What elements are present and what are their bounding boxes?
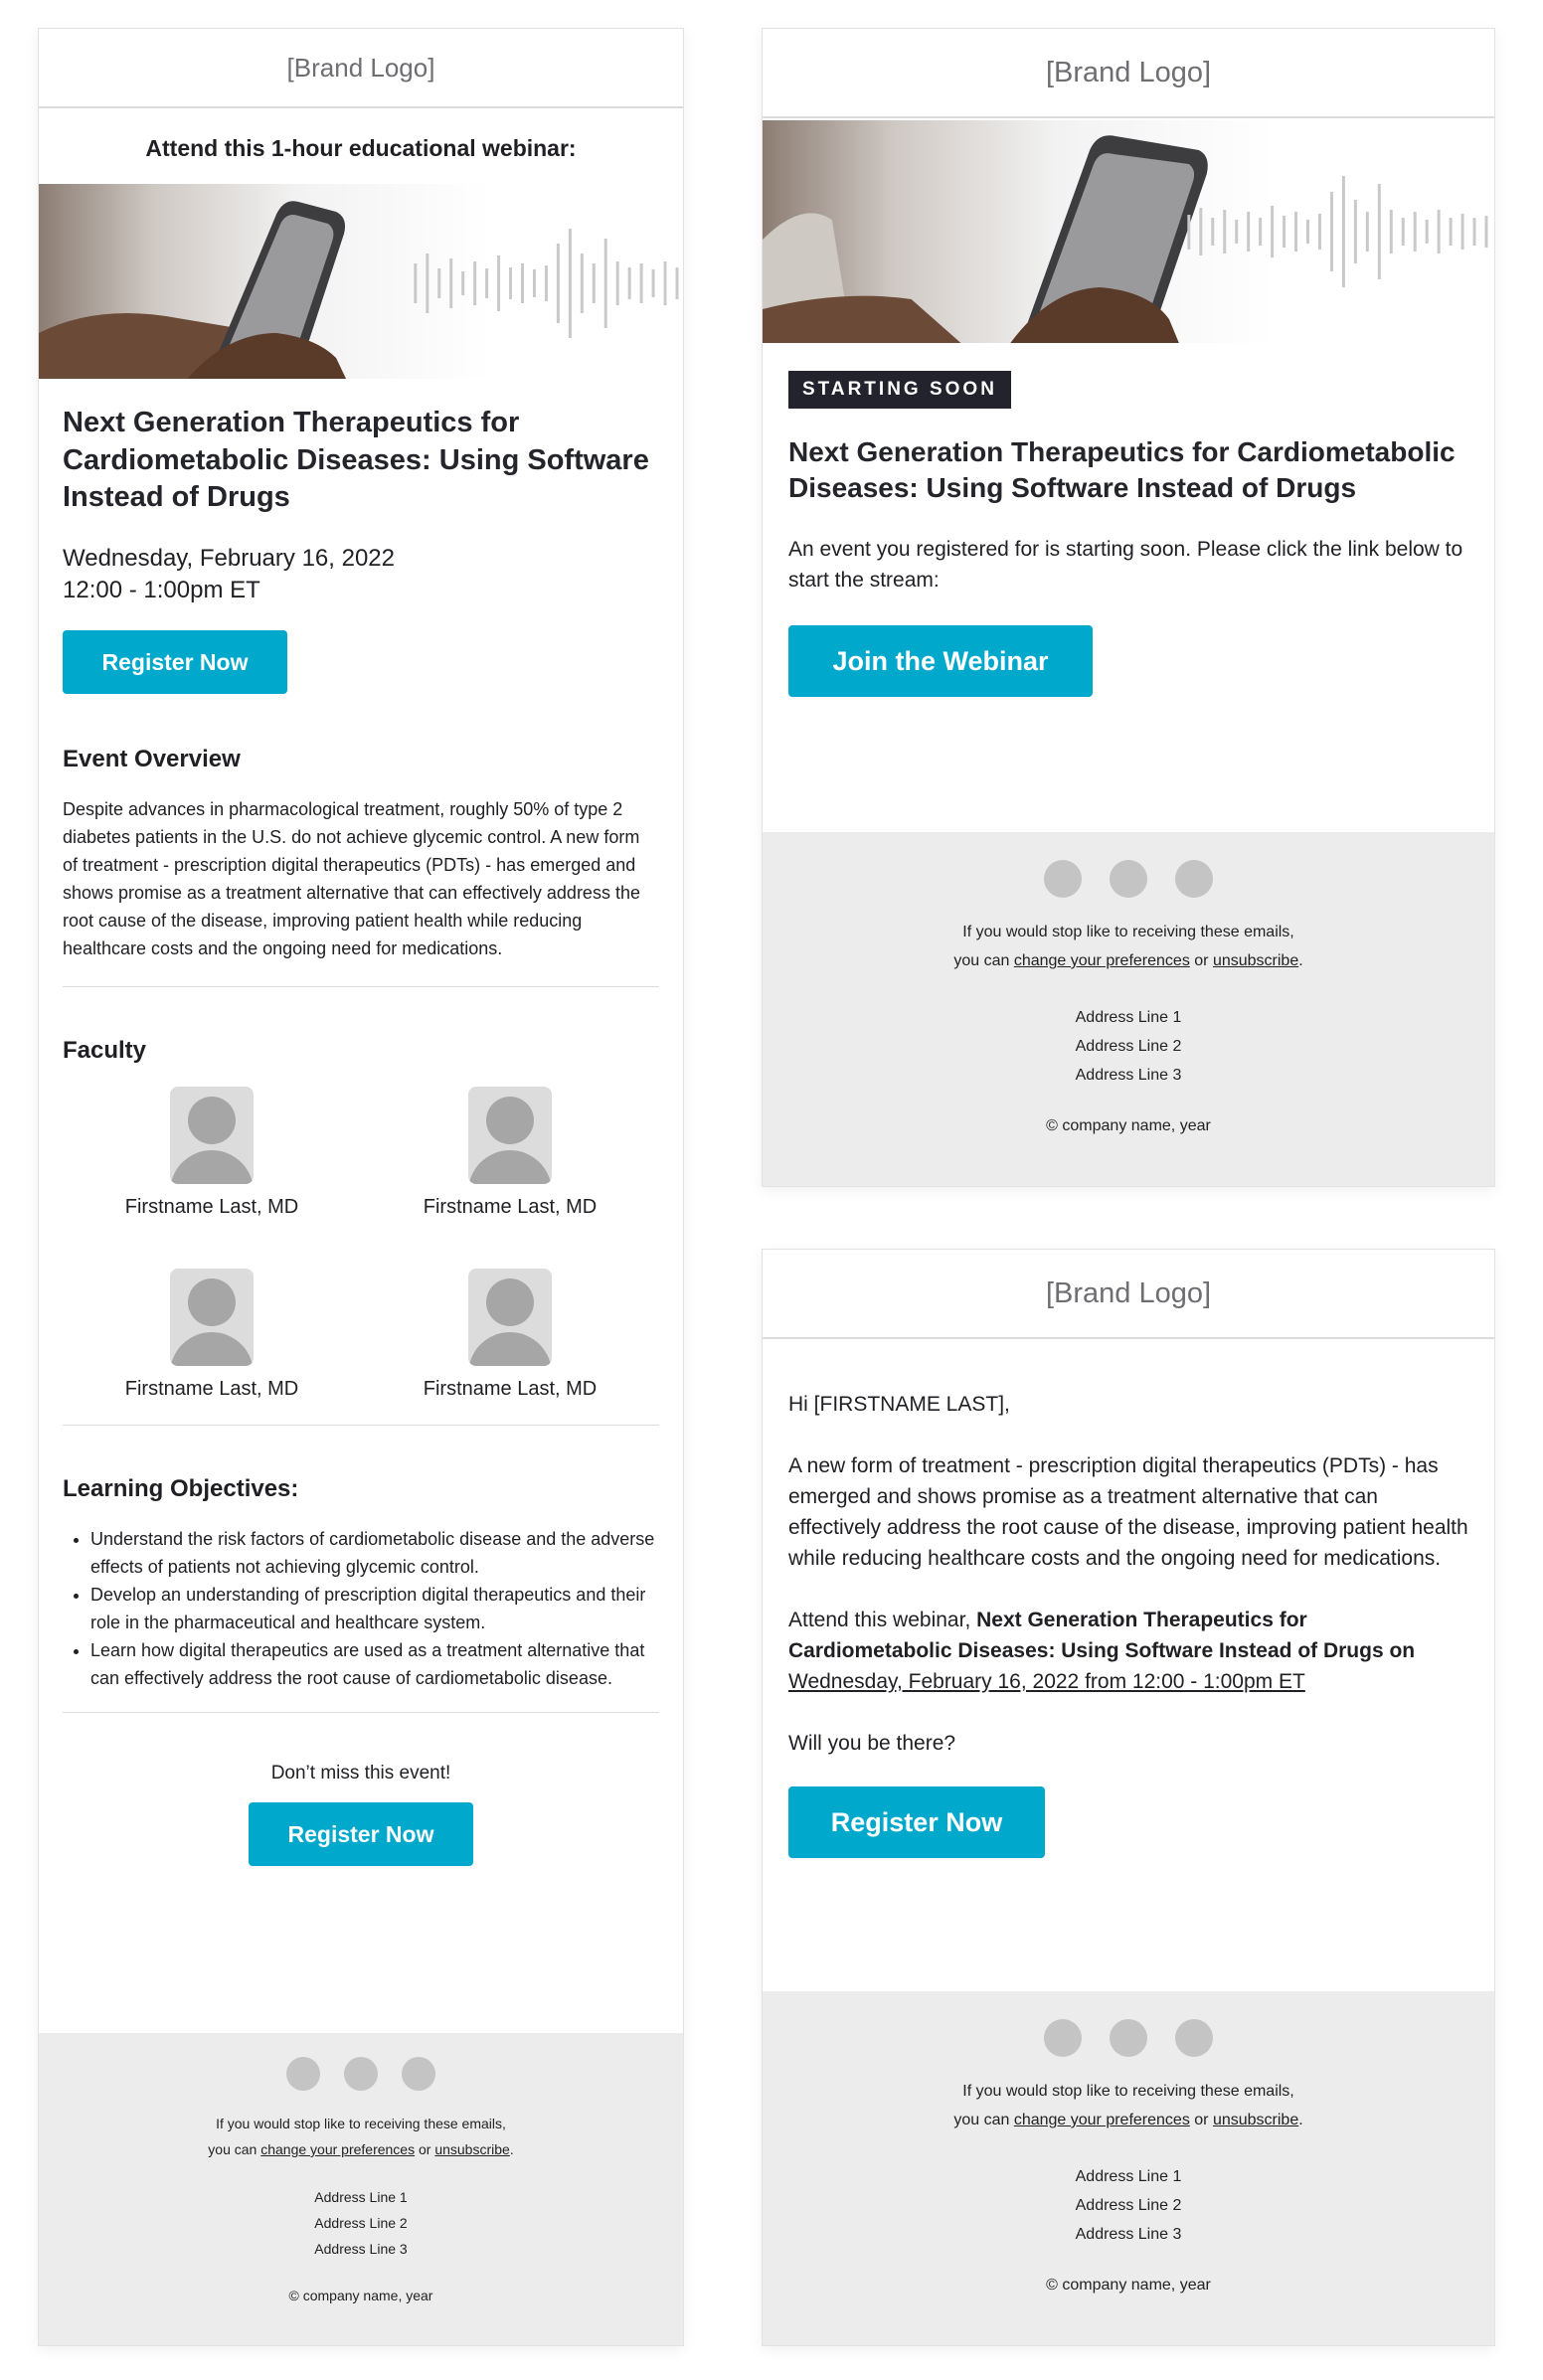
email-invite-full: [38, 28, 684, 2346]
faculty-name: Firstname Last, MD: [124, 1196, 299, 1219]
address-line: Address Line 3: [314, 2241, 408, 2257]
attend-title: Next Generation Therapeutics for Cardiometabolic Diseases: Using Software Instead of Drugs on: [788, 1609, 1416, 1662]
list-item: • Develop an understanding of prescription digital therapeutics and their role in the pharmaceutical and healthcare system.: [90, 1581, 659, 1636]
footer-line2: [763, 2106, 1494, 2134]
preferences-link[interactable]: change your preferences: [1013, 2112, 1190, 2128]
email-footer: [763, 1991, 1494, 2345]
footer-text: or: [1189, 952, 1213, 969]
social-icon[interactable]: [1044, 2019, 1082, 2057]
intro-heading: Attend this 1-hour educational webinar:: [145, 135, 577, 161]
faculty-name: Firstname Last, MD: [423, 1378, 598, 1401]
body-text: A new form of treatment - prescription digital therapeutics (PDTs) - has emerged and shows promise as a treatment alternative that can effectively address the root cause of the disease, improving patient health while reducing healthcare costs and the ongoing need for medications.: [788, 1454, 1468, 1570]
register-button[interactable]: Register Now: [63, 630, 287, 694]
faculty-name: Firstname Last, MD: [423, 1196, 598, 1219]
divider: [63, 986, 659, 987]
address-line: Address Line 3: [1075, 1067, 1182, 1084]
webinar-title: Next Generation Therapeutics for Cardiometabolic Diseases: Using Software Instead of Drugs: [63, 407, 649, 514]
greeting: Hi [FIRSTNAME LAST],: [788, 1393, 1010, 1416]
webinar-title: Next Generation Therapeutics for Cardiometabolic Diseases: Using Software Instead of Drugs: [788, 436, 1456, 503]
address-line: Address Line 2: [1075, 1038, 1182, 1055]
footer-line2: [763, 946, 1494, 975]
avatar-placeholder-icon: [170, 1087, 254, 1184]
avatar-placeholder-icon: [170, 1269, 254, 1366]
email-footer: [39, 2033, 683, 2345]
webinar-time: 12:00 - 1:00pm ET: [63, 577, 260, 604]
social-icon[interactable]: [1110, 860, 1147, 898]
phone-hand-illustration: [763, 120, 1494, 343]
social-icon[interactable]: [344, 2057, 378, 2091]
footer-text: you can: [953, 2112, 1014, 2128]
avatar-placeholder-icon: [468, 1087, 552, 1184]
faculty-name: Firstname Last, MD: [124, 1378, 299, 1401]
copyright: © company name, year: [288, 2288, 433, 2303]
footer-text: .: [509, 2141, 514, 2157]
social-icon[interactable]: [286, 2057, 320, 2091]
question-text: Will you be there?: [788, 1732, 956, 1755]
faculty-member: [361, 1269, 659, 1401]
footer-line1: If you would stop like to receiving these emails,: [216, 2116, 506, 2131]
brand-logo: [Brand Logo]: [39, 29, 683, 108]
attend-text: [788, 1605, 1468, 1697]
footer-text: .: [1298, 2112, 1303, 2128]
copyright: © company name, year: [1046, 2277, 1211, 2294]
register-button-bottom[interactable]: Register Now: [249, 1802, 473, 1866]
webinar-date: Wednesday, February 16, 2022: [63, 545, 395, 573]
brand-logo: [Brand Logo]: [763, 29, 1494, 118]
hero-image: [763, 120, 1494, 343]
unsubscribe-link[interactable]: unsubscribe: [1212, 2112, 1299, 2128]
address-line: Address Line 1: [314, 2189, 408, 2205]
footer-line1: If you would stop like to receiving these emails,: [962, 2083, 1294, 2100]
unsubscribe-link[interactable]: unsubscribe: [1212, 952, 1299, 969]
attend-prefix: Attend this webinar,: [788, 1609, 977, 1631]
brand-logo: [Brand Logo]: [763, 1250, 1494, 1339]
status-badge: STARTING SOON: [788, 371, 1011, 409]
preferences-link[interactable]: change your preferences: [260, 2141, 416, 2157]
social-icons: [763, 860, 1494, 898]
divider: [63, 1425, 659, 1426]
copyright: © company name, year: [1046, 1117, 1211, 1134]
unsubscribe-link[interactable]: unsubscribe: [434, 2141, 510, 2157]
address-line: Address Line 2: [314, 2215, 408, 2231]
list-item: • Learn how digital therapeutics are used as a treatment alternative that can effectively address the root cause of cardiometabolic disease.: [90, 1636, 659, 1692]
overview-text: Despite advances in pharmacological treatment, roughly 50% of type 2 diabetes patients in the U.S. do not achieve glycemic control. A new form of treatment - prescription digital therapeutics (PDTs) - has emerged and shows promise as a treatment alternative that can effectively address the root cause of the disease, improving patient health while reducing healthcare costs and the ongoing need for medications.: [63, 799, 640, 959]
preferences-link[interactable]: change your preferences: [1013, 952, 1190, 969]
address-line: Address Line 1: [1075, 2168, 1182, 2185]
email-footer: [763, 832, 1494, 1186]
attend-date: Wednesday, February 16, 2022 from 12:00 - 1:00pm ET: [788, 1670, 1305, 1693]
address-line: Address Line 1: [1075, 1009, 1182, 1026]
social-icon[interactable]: [1110, 2019, 1147, 2057]
divider: [63, 1712, 659, 1713]
footer-text: .: [1298, 952, 1303, 969]
social-icon[interactable]: [402, 2057, 435, 2091]
social-icons: [39, 2057, 683, 2091]
email-starting-soon: [762, 28, 1495, 1187]
objectives-heading: Learning Objectives:: [63, 1475, 299, 1503]
footer-text: or: [1189, 2112, 1213, 2128]
overview-heading: Event Overview: [63, 746, 241, 773]
footer-text: or: [415, 2141, 435, 2157]
body-text: An event you registered for is starting soon. Please click the link below to start the stream:: [788, 538, 1463, 592]
footer-line2: [39, 2136, 683, 2162]
list-item: • Understand the risk factors of cardiometabolic disease and the adverse effects of patients not achieving glycemic control.: [90, 1525, 659, 1581]
footer-text: you can: [208, 2141, 261, 2157]
faculty-member: [63, 1087, 361, 1219]
footer-text: you can: [953, 952, 1014, 969]
objectives-list: [63, 1525, 659, 1692]
social-icons: [763, 2019, 1494, 2057]
phone-hand-illustration: [39, 184, 683, 379]
address-line: Address Line 2: [1075, 2197, 1182, 2214]
faculty-member: [63, 1269, 361, 1401]
faculty-member: [361, 1087, 659, 1219]
join-webinar-button[interactable]: Join the Webinar: [788, 625, 1093, 697]
footer-line1: If you would stop like to receiving these emails,: [962, 924, 1294, 940]
hero-image: [39, 184, 683, 379]
faculty-grid: [39, 1087, 683, 1401]
address-line: Address Line 3: [1075, 2226, 1182, 2243]
social-icon[interactable]: [1044, 860, 1082, 898]
register-button[interactable]: Register Now: [788, 1786, 1045, 1858]
email-reminder: [762, 1249, 1495, 2346]
social-icon[interactable]: [1175, 2019, 1213, 2057]
avatar-placeholder-icon: [468, 1269, 552, 1366]
dont-miss-text: Don’t miss this event!: [270, 1763, 451, 1785]
faculty-heading: Faculty: [63, 1037, 147, 1065]
social-icon[interactable]: [1175, 860, 1213, 898]
